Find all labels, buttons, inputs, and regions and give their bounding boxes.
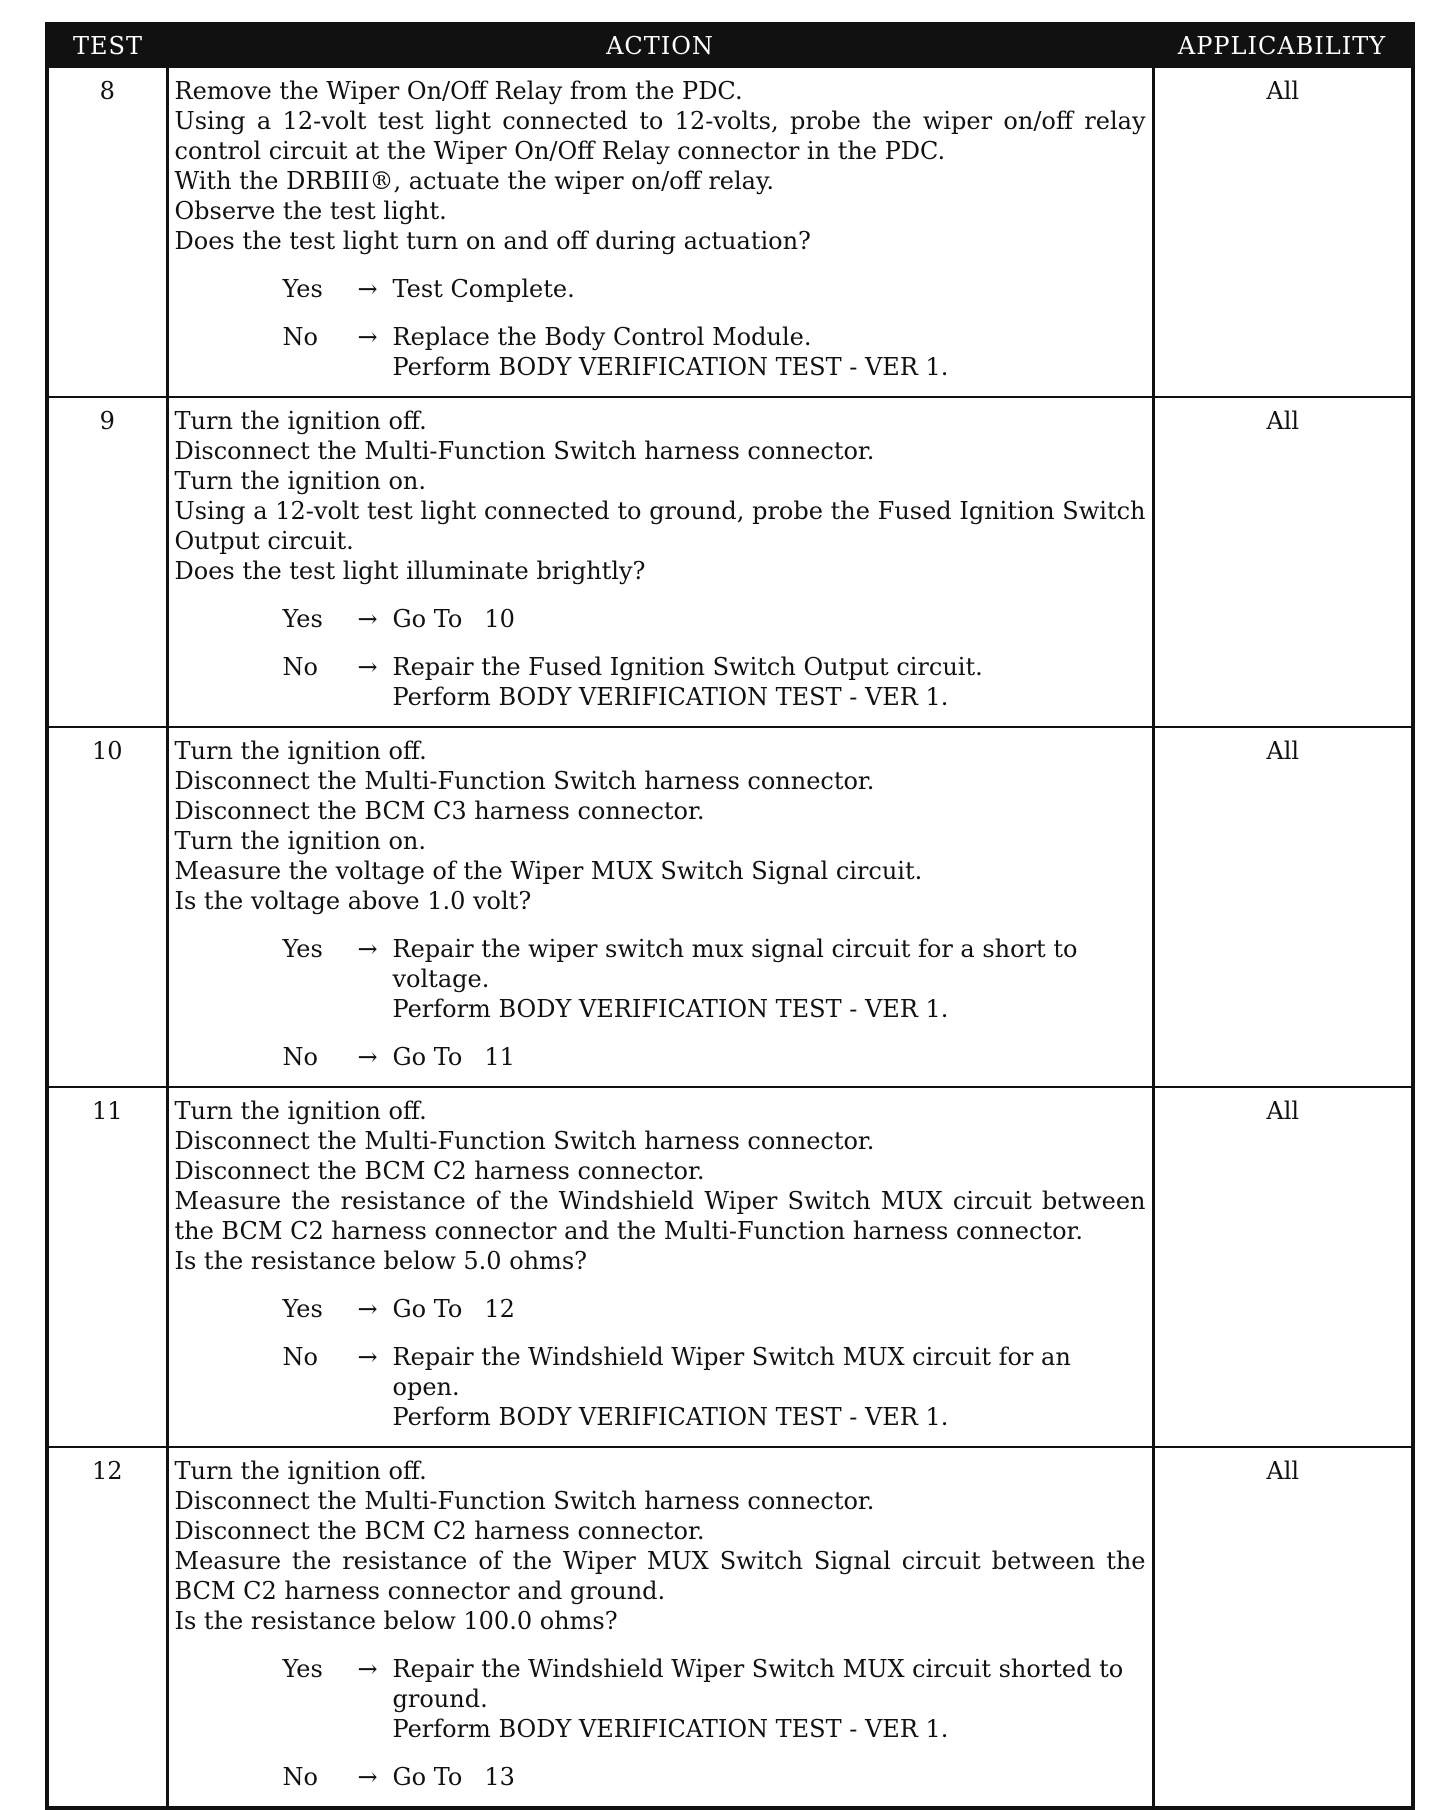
goto-text: Go To xyxy=(392,1763,463,1791)
test-number: 10 xyxy=(47,727,167,1087)
no-outcome xyxy=(283,322,1146,382)
goto-line xyxy=(393,1294,1146,1324)
goto-line xyxy=(393,604,1146,634)
test-number: 11 xyxy=(47,1087,167,1447)
action-step: Disconnect the Multi-Function Switch harness connector. xyxy=(174,1127,875,1155)
outcomes xyxy=(175,604,1146,712)
yes-label: Yes xyxy=(282,605,323,633)
applicability-cell: All xyxy=(1153,397,1413,727)
goto-test-number: 11 xyxy=(484,1043,515,1071)
action-step: Measure the resistance of the Wiper MUX Switch Signal circuit between the BCM C2 harness connector and ground. xyxy=(174,1547,1146,1605)
arrow-icon: → xyxy=(357,323,378,351)
action-step: Disconnect the Multi-Function Switch harness connector. xyxy=(174,1487,875,1515)
yes-result xyxy=(393,274,1146,304)
yes-result xyxy=(393,934,1146,1024)
applicability-cell: All xyxy=(1153,67,1413,397)
action-cell xyxy=(167,1087,1153,1447)
yes-outcome xyxy=(283,604,1146,634)
no-result xyxy=(393,652,1146,712)
no-result xyxy=(393,1042,1146,1072)
yes-result xyxy=(393,1654,1146,1744)
diagnostic-page xyxy=(45,22,1411,1810)
table-header xyxy=(47,24,1413,67)
action-step: Disconnect the Multi-Function Switch harness connector. xyxy=(174,437,875,465)
action-step: Disconnect the Multi-Function Switch harness connector. xyxy=(174,767,875,795)
outcomes xyxy=(175,934,1146,1072)
test-row xyxy=(47,397,1413,727)
applicability-cell: All xyxy=(1153,1087,1413,1447)
no-label: No xyxy=(282,1043,318,1071)
action-step: Turn the ignition off. xyxy=(174,737,427,765)
result-line: Repair the wiper switch mux signal circuit for a short to voltage. xyxy=(392,935,1078,993)
arrow-icon: → xyxy=(357,1043,378,1071)
yes-label: Yes xyxy=(282,275,323,303)
action-cell xyxy=(167,397,1153,727)
action-step: Turn the ignition off. xyxy=(174,1097,427,1125)
goto-text: Go To xyxy=(392,1295,463,1323)
result-line: Perform BODY VERIFICATION TEST - VER 1. xyxy=(392,353,949,381)
action-step: Disconnect the BCM C2 harness connector. xyxy=(174,1157,705,1185)
action-step: Measure the voltage of the Wiper MUX Switch Signal circuit. xyxy=(174,857,923,885)
test-number: 12 xyxy=(47,1447,167,1808)
arrow-icon: → xyxy=(357,1343,378,1371)
no-outcome xyxy=(283,1042,1146,1072)
action-step: Is the resistance below 5.0 ohms? xyxy=(174,1247,588,1275)
yes-outcome xyxy=(283,934,1146,1024)
test-row xyxy=(47,727,1413,1087)
goto-test-number: 10 xyxy=(484,605,515,633)
yes-result xyxy=(393,1294,1146,1324)
outcomes xyxy=(175,1294,1146,1432)
action-step: Measure the resistance of the Windshield Wiper Switch MUX circuit between the BCM C2 harness connector and the Multi-Function harness connector. xyxy=(174,1187,1146,1245)
action-step: Turn the ignition off. xyxy=(174,407,427,435)
yes-label: Yes xyxy=(282,1295,323,1323)
goto-line xyxy=(393,1762,1146,1792)
result-line: Replace the Body Control Module. xyxy=(392,323,812,351)
action-step: Is the voltage above 1.0 volt? xyxy=(174,887,532,915)
action-cell xyxy=(167,727,1153,1087)
action-cell xyxy=(167,1447,1153,1808)
goto-text: Go To xyxy=(392,1043,463,1071)
no-label: No xyxy=(282,653,318,681)
test-number: 9 xyxy=(47,397,167,727)
result-line: Perform BODY VERIFICATION TEST - VER 1. xyxy=(392,1403,949,1431)
action-step: Turn the ignition on. xyxy=(174,827,427,855)
goto-test-number: 12 xyxy=(484,1295,515,1323)
action-step: Disconnect the BCM C3 harness connector. xyxy=(174,797,705,825)
arrow-icon: → xyxy=(357,275,378,303)
no-result xyxy=(393,322,1146,382)
goto-test-number: 13 xyxy=(484,1763,515,1791)
result-line: Repair the Fused Ignition Switch Output circuit. xyxy=(392,653,983,681)
applicability-cell: All xyxy=(1153,1447,1413,1808)
result-line: Repair the Windshield Wiper Switch MUX circuit shorted to ground. xyxy=(392,1655,1124,1713)
arrow-icon: → xyxy=(357,1295,378,1323)
action-step: Remove the Wiper On/Off Relay from the PDC. xyxy=(174,77,743,105)
test-row xyxy=(47,1447,1413,1808)
action-step: Turn the ignition on. xyxy=(174,467,427,495)
no-result xyxy=(393,1762,1146,1792)
action-step: Using a 12-volt test light connected to 12-volts, probe the wiper on/off relay control circuit at the Wiper On/Off Relay connector in the PDC. xyxy=(174,107,1146,165)
test-row xyxy=(47,1087,1413,1447)
no-result xyxy=(393,1342,1146,1432)
table-body xyxy=(47,67,1413,1808)
no-label: No xyxy=(282,1763,318,1791)
arrow-icon: → xyxy=(357,1763,378,1791)
header-applicability: APPLICABILITY xyxy=(1153,24,1413,67)
yes-outcome xyxy=(283,1294,1146,1324)
result-line: Test Complete. xyxy=(392,275,575,303)
goto-line xyxy=(393,1042,1146,1072)
no-label: No xyxy=(282,1343,318,1371)
action-step: Does the test light illuminate brightly? xyxy=(174,557,646,585)
header-test: TEST xyxy=(47,24,167,67)
action-step: Turn the ignition off. xyxy=(174,1457,427,1485)
goto-text: Go To xyxy=(392,605,463,633)
test-number: 8 xyxy=(47,67,167,397)
yes-outcome xyxy=(283,274,1146,304)
result-line: Perform BODY VERIFICATION TEST - VER 1. xyxy=(392,1715,949,1743)
no-outcome xyxy=(283,652,1146,712)
action-step: Does the test light turn on and off during actuation? xyxy=(174,227,811,255)
action-step: With the DRBIII®, actuate the wiper on/off relay. xyxy=(174,167,774,195)
action-cell xyxy=(167,67,1153,397)
arrow-icon: → xyxy=(357,1655,378,1683)
action-step: Using a 12-volt test light connected to ground, probe the Fused Ignition Switch Output circuit. xyxy=(174,497,1146,555)
no-outcome xyxy=(283,1762,1146,1792)
applicability-cell: All xyxy=(1153,727,1413,1087)
outcomes xyxy=(175,274,1146,382)
yes-label: Yes xyxy=(282,1655,323,1683)
action-step: Observe the test light. xyxy=(174,197,447,225)
action-step: Disconnect the BCM C2 harness connector. xyxy=(174,1517,705,1545)
arrow-icon: → xyxy=(357,935,378,963)
yes-result xyxy=(393,604,1146,634)
result-line: Repair the Windshield Wiper Switch MUX circuit for an open. xyxy=(392,1343,1071,1401)
yes-label: Yes xyxy=(282,935,323,963)
no-label: No xyxy=(282,323,318,351)
result-line: Perform BODY VERIFICATION TEST - VER 1. xyxy=(392,995,949,1023)
action-step: Is the resistance below 100.0 ohms? xyxy=(174,1607,618,1635)
test-row xyxy=(47,67,1413,397)
result-line: Perform BODY VERIFICATION TEST - VER 1. xyxy=(392,683,949,711)
yes-outcome xyxy=(283,1654,1146,1744)
header-action: ACTION xyxy=(167,24,1153,67)
outcomes xyxy=(175,1654,1146,1792)
arrow-icon: → xyxy=(357,605,378,633)
diagnostic-table xyxy=(45,22,1415,1810)
no-outcome xyxy=(283,1342,1146,1432)
arrow-icon: → xyxy=(357,653,378,681)
